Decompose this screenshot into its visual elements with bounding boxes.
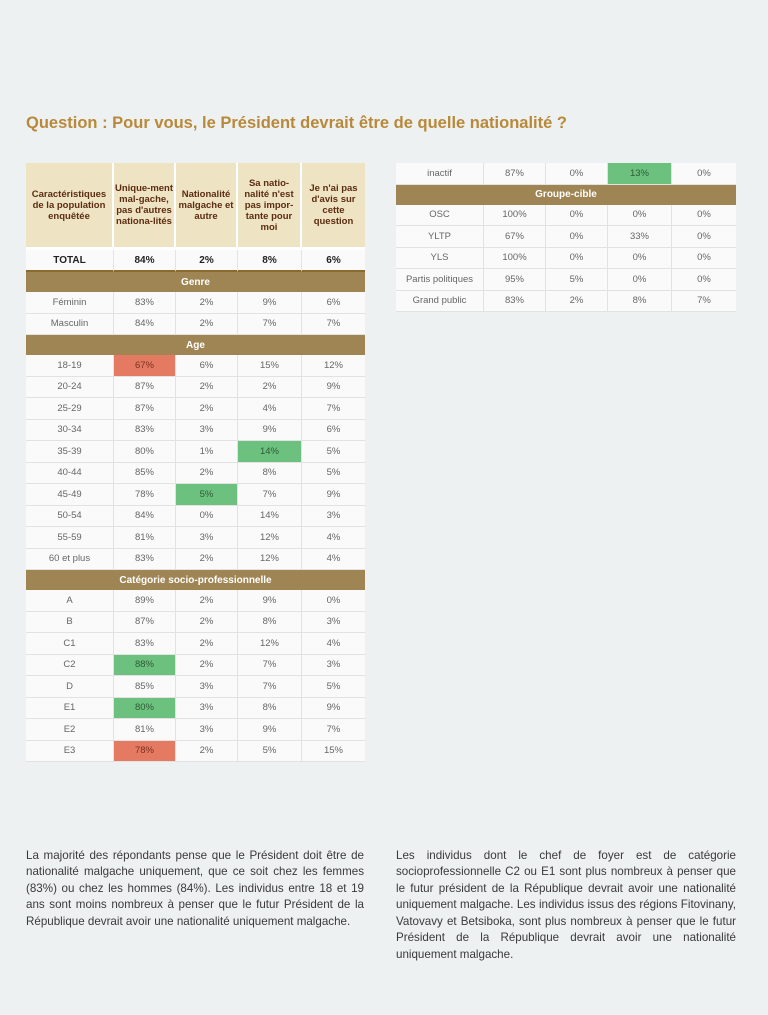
table-row	[26, 719, 365, 741]
table-cell: 80%	[114, 441, 176, 463]
analysis-paragraph-left: La majorité des répondants pense que le Président doit être de nationalité malgache uniquement, que ce soit chez les femmes (83%) ou chez les hommes (84%). Les individus entre 18 et 19 ans sont moins nombreux à penser que le futur Président de la République devrait avoir une nationalité uniquement malgache.	[26, 848, 364, 928]
table-cell: 8%	[238, 250, 302, 272]
total-row	[26, 250, 365, 272]
table-cell: 7%	[302, 719, 365, 741]
table-cell: 1%	[176, 441, 238, 463]
table-cell: 14%	[238, 506, 302, 528]
table-cell: 5%	[302, 676, 365, 698]
table-row	[26, 377, 365, 399]
table-cell: 83%	[114, 549, 176, 571]
table-cell: E1	[26, 698, 114, 720]
table-row	[26, 698, 365, 720]
table-cell: 87%	[484, 163, 546, 185]
section-title: Catégorie socio-professionnelle	[26, 570, 365, 590]
table-cell: 0%	[302, 590, 365, 612]
table-cell: 5%	[238, 741, 302, 763]
table-row	[26, 292, 365, 314]
table-cell: 83%	[484, 291, 546, 313]
table-cell: 2%	[176, 250, 238, 272]
section-header	[396, 185, 736, 205]
table-cell: 0%	[672, 226, 736, 248]
table-cell: 50-54	[26, 506, 114, 528]
table-cell: 0%	[672, 205, 736, 227]
table-cell: 0%	[546, 205, 608, 227]
table-row	[26, 676, 365, 698]
table-cell: 0%	[672, 163, 736, 185]
highlighted-cell: 80%	[114, 698, 176, 720]
table-cell: inactif	[396, 163, 484, 185]
table-cell: 12%	[238, 549, 302, 571]
table-row	[26, 420, 365, 442]
table-cell: 3%	[176, 527, 238, 549]
table-cell: 2%	[176, 741, 238, 763]
table-cell: 6%	[302, 420, 365, 442]
table-cell: 85%	[114, 463, 176, 485]
table-cell: 9%	[238, 420, 302, 442]
table-cell: 2%	[176, 612, 238, 634]
table-row	[26, 633, 365, 655]
highlighted-cell: 67%	[114, 355, 176, 377]
table-cell: 4%	[238, 398, 302, 420]
table-cell: 84%	[114, 506, 176, 528]
section-header	[26, 570, 365, 590]
table-cell: 9%	[238, 590, 302, 612]
table-cell: 84%	[114, 250, 176, 272]
header-cell: Je n'ai pas d'avis sur cette question	[302, 163, 365, 250]
table-cell: 8%	[238, 612, 302, 634]
table-cell: 87%	[114, 612, 176, 634]
table-row	[26, 549, 365, 571]
table-cell: 2%	[176, 590, 238, 612]
table-cell: 0%	[546, 248, 608, 270]
table-cell: 89%	[114, 590, 176, 612]
section-title: Groupe-cible	[396, 185, 736, 205]
table-cell: A	[26, 590, 114, 612]
table-row	[26, 355, 365, 377]
table-cell: 3%	[302, 506, 365, 528]
table-cell: 0%	[608, 269, 672, 291]
highlighted-cell: 13%	[608, 163, 672, 185]
table-cell: 0%	[672, 248, 736, 270]
header-row	[26, 163, 365, 250]
table-cell: 3%	[302, 612, 365, 634]
table-cell: 3%	[302, 655, 365, 677]
results-table-left	[26, 163, 365, 762]
table-row	[26, 463, 365, 485]
table-cell: 83%	[114, 633, 176, 655]
table-cell: TOTAL	[26, 250, 114, 272]
table-row	[26, 655, 365, 677]
table-cell: 7%	[302, 314, 365, 336]
table-row	[396, 226, 736, 248]
analysis-paragraph-right: Les individus dont le chef de foyer est de catégorie socioprofessionnelle C2 ou E1 sont plus nombreux à penser que le futur président de la République devrait avoir une nationalité uniquement malgache. Les individus issus des régions Fitovinany, Vatovavy et Betsiboka, sont plus nombreux à penser que le futur Président de la République devrait avoir une nationalité uniquement malgache.	[396, 848, 736, 961]
table-row	[396, 269, 736, 291]
table-cell: 83%	[114, 420, 176, 442]
table-cell: 9%	[302, 698, 365, 720]
table-cell: 8%	[238, 463, 302, 485]
table-cell: Partis politiques	[396, 269, 484, 291]
table-cell: 81%	[114, 719, 176, 741]
table-cell: 60 et plus	[26, 549, 114, 571]
table-cell: 7%	[238, 655, 302, 677]
table-cell: 7%	[238, 314, 302, 336]
table-cell: 100%	[484, 205, 546, 227]
table-cell: 8%	[238, 698, 302, 720]
table-cell: 7%	[302, 398, 365, 420]
table-cell: 2%	[176, 292, 238, 314]
header-cell: Sa natio-nalité n'est pas impor-tante pour moi	[238, 163, 302, 250]
table-cell: 45-49	[26, 484, 114, 506]
table-cell: D	[26, 676, 114, 698]
table-cell: E3	[26, 741, 114, 763]
results-table-right	[396, 163, 736, 312]
table-row	[26, 398, 365, 420]
table-cell: Féminin	[26, 292, 114, 314]
table-cell: 20-24	[26, 377, 114, 399]
highlighted-cell: 5%	[176, 484, 238, 506]
table-cell: 81%	[114, 527, 176, 549]
table-cell: 83%	[114, 292, 176, 314]
table-cell: 3%	[176, 676, 238, 698]
table-cell: 9%	[302, 484, 365, 506]
table-cell: E2	[26, 719, 114, 741]
table-cell: 6%	[302, 292, 365, 314]
header-cell: Unique-ment mal-gache, pas d'autres nationa-lités	[114, 163, 176, 250]
table-row	[26, 314, 365, 336]
table-row	[396, 205, 736, 227]
table-cell: 4%	[302, 549, 365, 571]
table-row	[26, 441, 365, 463]
table-cell: 67%	[484, 226, 546, 248]
table-cell: 2%	[546, 291, 608, 313]
table-cell: 2%	[238, 377, 302, 399]
table-cell: 6%	[302, 250, 365, 272]
highlighted-cell: 88%	[114, 655, 176, 677]
table-cell: 15%	[238, 355, 302, 377]
table-row	[396, 291, 736, 313]
section-header	[26, 335, 365, 355]
section-title: Genre	[26, 272, 365, 292]
table-cell: B	[26, 612, 114, 634]
table-cell: 15%	[302, 741, 365, 763]
table-cell: 2%	[176, 377, 238, 399]
table-cell: 0%	[672, 269, 736, 291]
table-cell: 78%	[114, 484, 176, 506]
table-cell: 5%	[302, 441, 365, 463]
table-cell: 33%	[608, 226, 672, 248]
table-row	[26, 590, 365, 612]
table-cell: 5%	[546, 269, 608, 291]
table-cell: 2%	[176, 549, 238, 571]
table-cell: C1	[26, 633, 114, 655]
table-cell: 7%	[238, 676, 302, 698]
table-cell: YLS	[396, 248, 484, 270]
table-row	[26, 506, 365, 528]
table-cell: 55-59	[26, 527, 114, 549]
table-cell: 25-29	[26, 398, 114, 420]
table-cell: 4%	[302, 527, 365, 549]
table-cell: 12%	[238, 633, 302, 655]
table-cell: 84%	[114, 314, 176, 336]
table-cell: 0%	[608, 205, 672, 227]
table-cell: 4%	[302, 633, 365, 655]
highlighted-cell: 14%	[238, 441, 302, 463]
table-cell: 9%	[238, 719, 302, 741]
table-row	[26, 612, 365, 634]
table-cell: 18-19	[26, 355, 114, 377]
table-cell: 12%	[238, 527, 302, 549]
section-title: Age	[26, 335, 365, 355]
table-cell: 30-34	[26, 420, 114, 442]
table-cell: 95%	[484, 269, 546, 291]
table-cell: 100%	[484, 248, 546, 270]
table-cell: 9%	[238, 292, 302, 314]
table-row	[26, 741, 365, 763]
table-cell: 8%	[608, 291, 672, 313]
table-cell: 0%	[608, 248, 672, 270]
table-cell: 2%	[176, 314, 238, 336]
table-cell: C2	[26, 655, 114, 677]
table-row	[26, 527, 365, 549]
table-row	[396, 248, 736, 270]
table-cell: 85%	[114, 676, 176, 698]
header-cell: Nationalité malgache et autre	[176, 163, 238, 250]
section-header	[26, 272, 365, 292]
table-cell: 12%	[302, 355, 365, 377]
table-cell: 6%	[176, 355, 238, 377]
table-cell: 35-39	[26, 441, 114, 463]
table-cell: 40-44	[26, 463, 114, 485]
table-cell: 87%	[114, 377, 176, 399]
table-cell: 7%	[672, 291, 736, 313]
table-cell: 0%	[546, 226, 608, 248]
table-cell: 3%	[176, 719, 238, 741]
table-cell: 2%	[176, 655, 238, 677]
table-cell: 2%	[176, 633, 238, 655]
table-cell: 87%	[114, 398, 176, 420]
header-cell: Caractéristiques de la population enquêtée	[26, 163, 114, 250]
table-cell: 3%	[176, 420, 238, 442]
table-row	[26, 484, 365, 506]
table-cell: Grand public	[396, 291, 484, 313]
highlighted-cell: 78%	[114, 741, 176, 763]
table-cell: 5%	[302, 463, 365, 485]
table-cell: Masculin	[26, 314, 114, 336]
table-cell: YLTP	[396, 226, 484, 248]
table-cell: 2%	[176, 463, 238, 485]
table-cell: 0%	[546, 163, 608, 185]
question-title: Question : Pour vous, le Président devrait être de quelle nationalité ?	[26, 114, 567, 132]
table-cell: 3%	[176, 698, 238, 720]
table-cell: 9%	[302, 377, 365, 399]
table-cell: 2%	[176, 398, 238, 420]
table-row	[396, 163, 736, 185]
table-cell: OSC	[396, 205, 484, 227]
table-cell: 0%	[176, 506, 238, 528]
table-cell: 7%	[238, 484, 302, 506]
